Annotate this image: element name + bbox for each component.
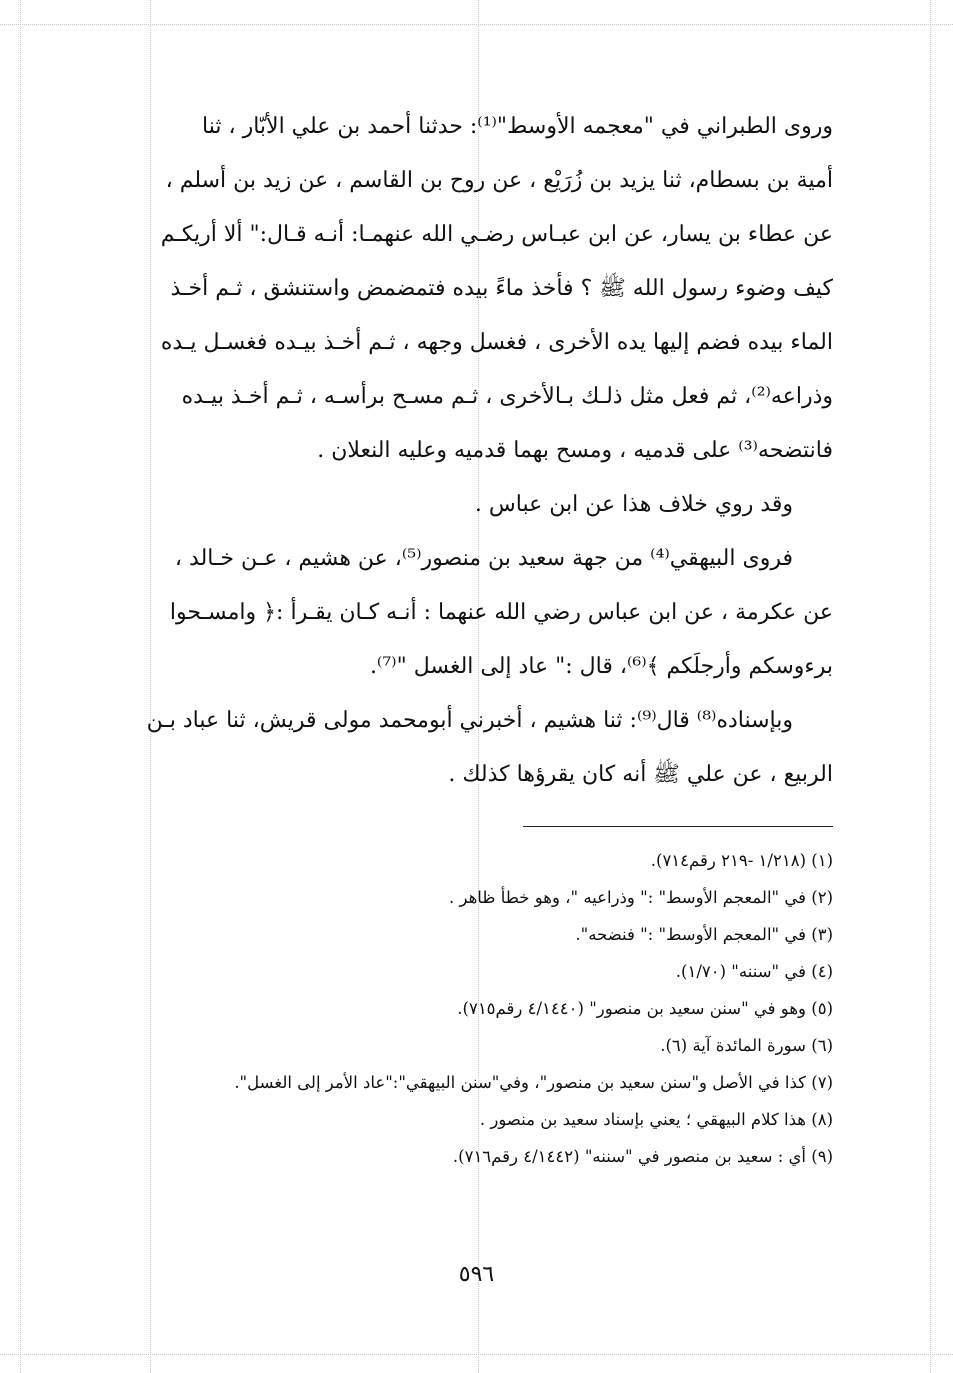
main-text <box>120 100 833 802</box>
footnote: (٦) سورة المائدة آية (٦). <box>660 1036 833 1055</box>
text-line: وذراعه⁽²⁾، ثم فعل مثل ذلـك بـالأخرى ، ثـم مسـح برأسـه ، ثـم أخـذ بيـده <box>181 384 833 409</box>
scan-guide-line <box>0 24 953 25</box>
text-line: برءوسكم وأرجلَكم ﴾⁽⁶⁾، قال :" عاد إلى الغسل "⁽⁷⁾. <box>369 654 833 679</box>
text-line: كيف وضوء رسول الله ﷺ ؟ فأخذ ماءً بيده فتمضمض واستنشق ، ثـم أخـذ <box>170 276 833 301</box>
text-line: أمية بن بسطام، ثنا يزيد بن زُرَيْع ، عن روح بن القاسم ، عن زيد بن أسلم ، <box>165 168 833 193</box>
footnote: (٤) في "سننه" (١/٧٠). <box>675 962 833 981</box>
footnote: (١) (١/٢١٨ -٢١٩ رقم٧١٤). <box>650 851 833 870</box>
text-line: عن عطاء بن يسار، عن ابن عبـاس رضـي الله عنهمـا: أنـه قـال:" ألا أريكـم <box>160 222 833 247</box>
scan-guide-line <box>930 0 931 1373</box>
footnotes <box>120 842 833 1175</box>
footnote: (٢) في "المعجم الأوسط" :" وذراعيه "، وهو خطأ ظاهر . <box>449 888 833 907</box>
text-line: وروى الطبراني في "معجمه الأوسط"⁽¹⁾: حدثنا أحمد بن علي الأبّار ، ثنا <box>202 114 833 139</box>
scan-guide-line <box>20 0 21 1373</box>
text-line: فروى البيهقي⁽⁴⁾ من جهة سعيد بن منصور⁽⁵⁾، عن هشيم ، عـن خـالد ، <box>174 546 793 571</box>
text-line: وبإسناده⁽⁸⁾ قال⁽⁹⁾: ثنا هشيم ، أخبرني أبومحمد مولى قريش، ثنا عباد بـن <box>146 708 793 733</box>
footnote: (٥) وهو في "سنن سعيد بن منصور" (٤/١٤٤٠ رقم٧١٥). <box>457 999 833 1018</box>
footnote: (٩) أي : سعيد بن منصور في "سننه" (٤/١٤٤٢ رقم٧١٦). <box>452 1147 833 1166</box>
footnote: (٣) في "المعجم الأوسط" :" فنضحه". <box>575 925 833 944</box>
text-line: عن عكرمة ، عن ابن عباس رضي الله عنهما : أنـه كـان يقـرأ :﴿ وامسـحوا <box>169 600 833 625</box>
footnote: (٨) هذا كلام البيهقي ؛ يعني بإسناد سعيد بن منصور . <box>479 1110 833 1129</box>
footnote-separator <box>523 826 833 827</box>
text-line: الماء بيده فضم إليها يده الأخرى ، فغسل وجهه ، ثـم أخـذ بيـده فغسـل يـده <box>160 330 833 355</box>
footnote: (٧) كذا في الأصل و"سنن سعيد بن منصور"، وفي"سنن البيهقي":"عاد الأمر إلى الغسل". <box>234 1073 833 1092</box>
scan-guide-line <box>0 1354 953 1355</box>
text-line: وقد روي خلاف هذا عن ابن عباس . <box>474 492 793 517</box>
text-line: فانتضحه⁽³⁾ على قدميه ، ومسح بهما قدميه وعليه النعلان . <box>317 438 833 463</box>
page-number: ٥٩٦ <box>458 1262 495 1287</box>
text-line: الربيع ، عن علي ﷺ أنه كان يقرؤها كذلك . <box>448 762 833 787</box>
